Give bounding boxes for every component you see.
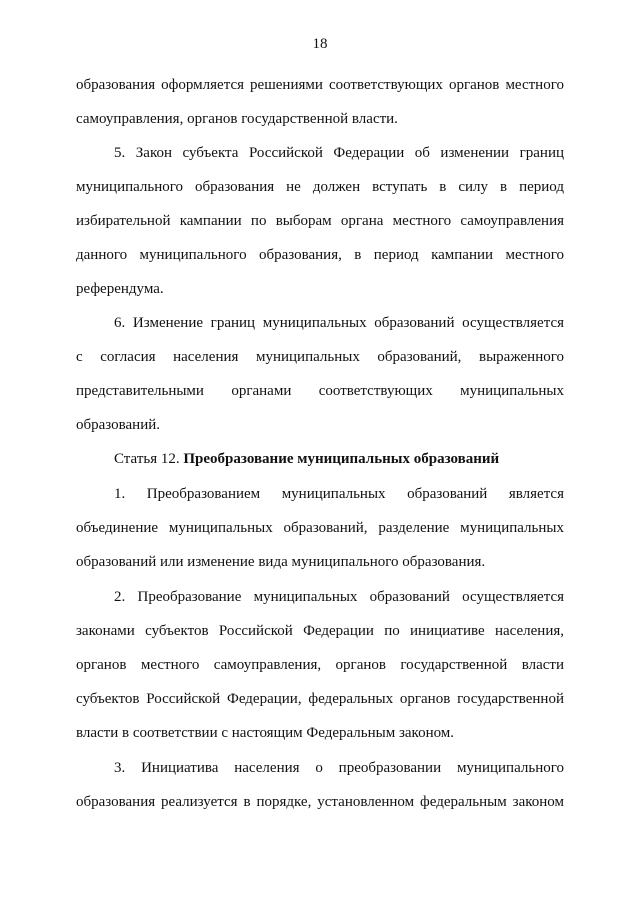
text-line: избирательной кампании по выборам органа местного самоуправления: [76, 213, 564, 229]
text-line: 1. Преобразованием муниципальных образований является: [114, 486, 564, 502]
text-line: образования оформляется решениями соответствующих органов местного: [76, 77, 564, 93]
page-number: 18: [312, 36, 328, 52]
text-line: муниципального образования не должен вступать в силу в период: [76, 179, 564, 195]
text-line: 2. Преобразование муниципальных образований осуществляется: [114, 589, 564, 605]
text-line: законами субъектов Российской Федерации по инициативе населения,: [76, 623, 564, 639]
text-line: с согласия населения муниципальных образований, выраженного: [76, 349, 564, 365]
text-line: данного муниципального образования, в период кампании местного: [76, 247, 564, 263]
text-line: органов местного самоуправления, органов государственной власти: [76, 657, 564, 673]
text-line: власти в соответствии с настоящим Федеральным законом.: [76, 725, 455, 741]
text-line: образования реализуется в порядке, установленном федеральным законом: [76, 794, 564, 810]
text-line: 6. Изменение границ муниципальных образований осуществляется: [114, 315, 564, 331]
text-line: самоуправления, органов государственной власти.: [76, 111, 398, 127]
article-heading: [114, 449, 564, 469]
article-title: Преобразование муниципальных образований: [183, 451, 500, 467]
text-line: образований.: [76, 417, 161, 433]
text-line: субъектов Российской Федерации, федеральных органов государственной: [76, 691, 564, 707]
text-line: объединение муниципальных образований, разделение муниципальных: [76, 520, 564, 536]
text-line: 3. Инициатива населения о преобразовании муниципального: [114, 760, 564, 776]
text-line: представительными органами соответствующих муниципальных: [76, 383, 564, 399]
text-line: 5. Закон субъекта Российской Федерации об изменении границ: [114, 145, 564, 161]
text-line: референдума.: [76, 281, 164, 297]
article-label: Статья 12.: [114, 451, 180, 467]
text-line: образований или изменение вида муниципального образования.: [76, 554, 486, 570]
